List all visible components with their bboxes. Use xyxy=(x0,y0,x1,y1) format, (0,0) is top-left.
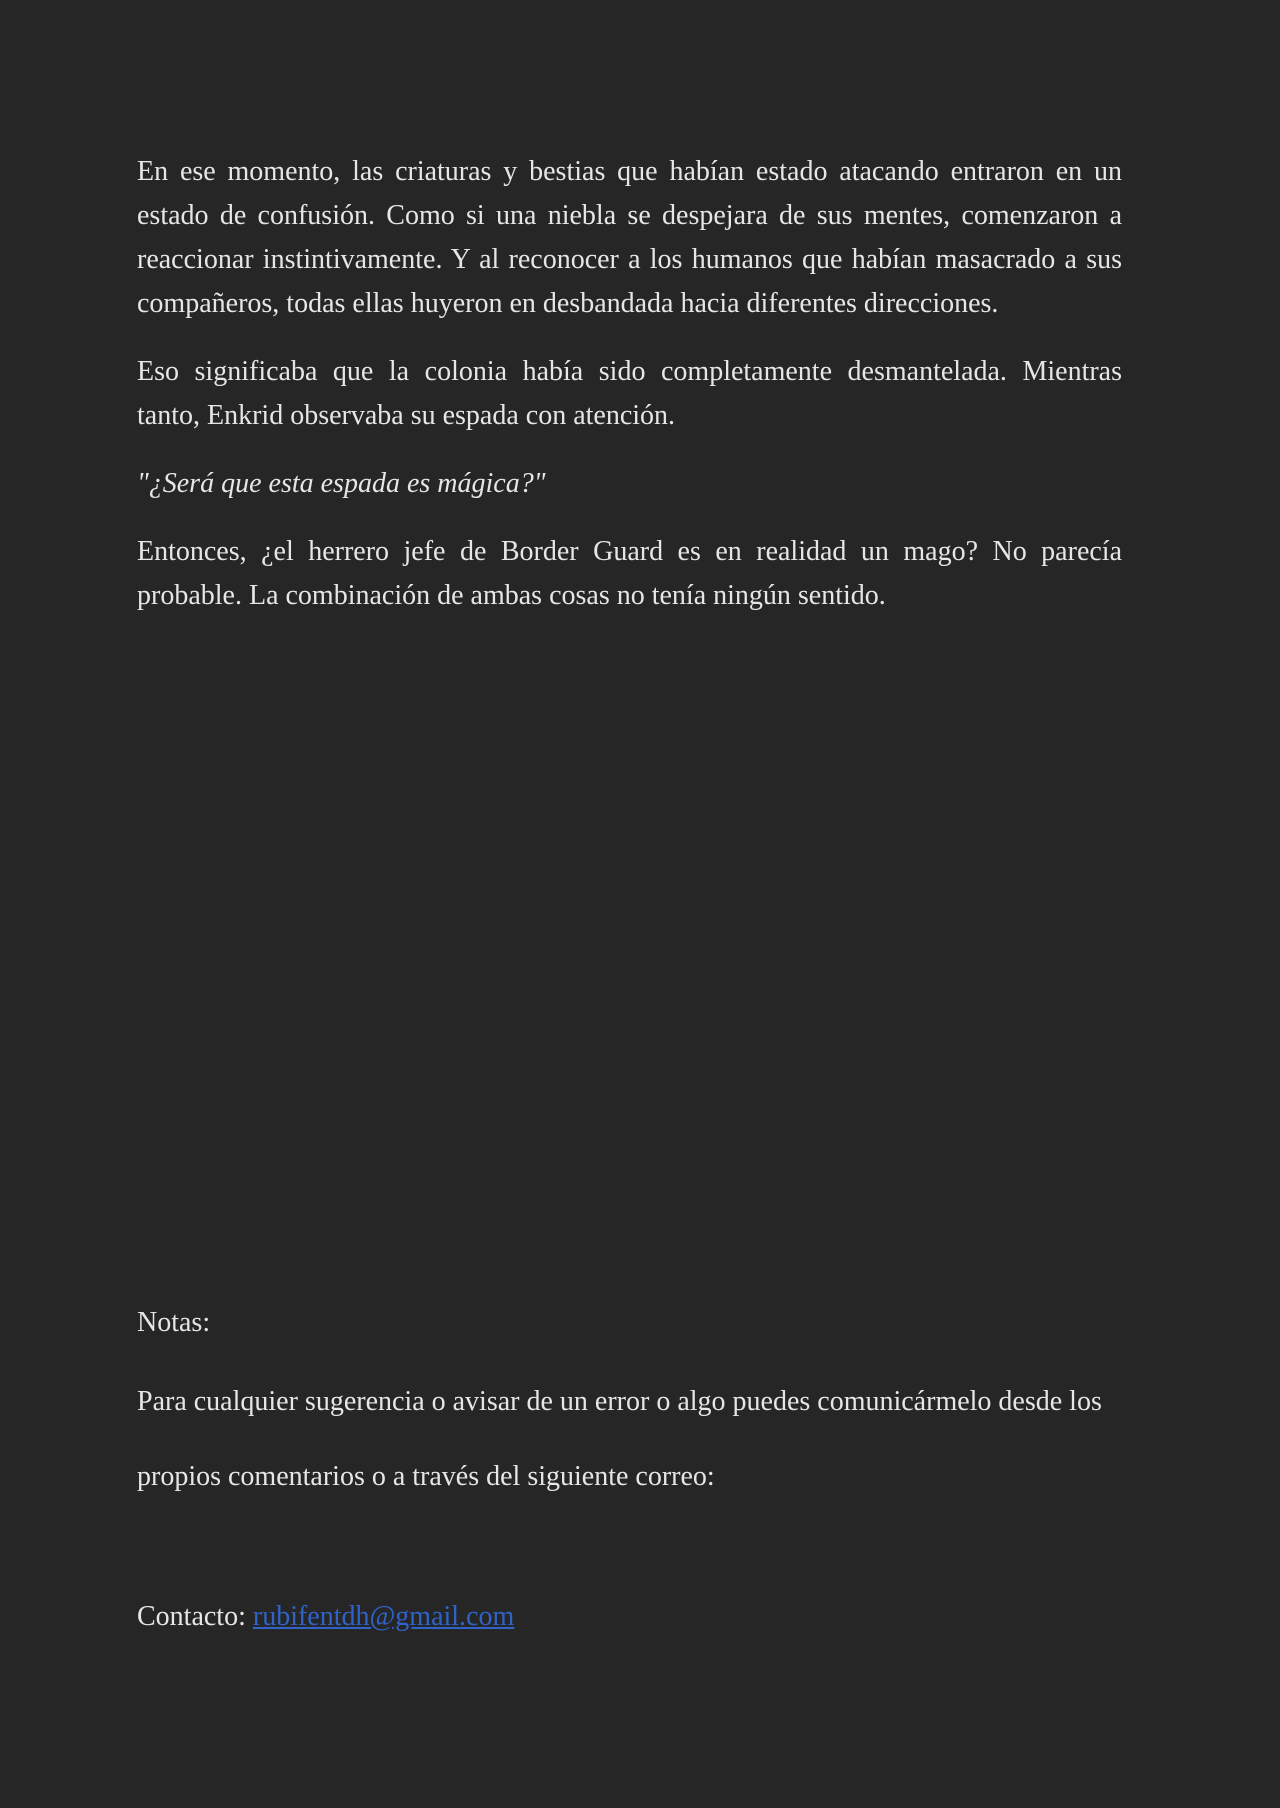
quote-paragraph xyxy=(137,462,1122,506)
paragraph-4 xyxy=(137,530,1122,618)
contact-email-link[interactable]: rubifentdh@gmail.com xyxy=(252,1601,515,1632)
paragraph-1-line-2: estado de confusión. Como si una niebla se despejara de sus mentes, comenzaron a xyxy=(137,200,1122,231)
paragraph-1-line-4: compañeros, todas ellas huyeron en desbandada hacia diferentes direcciones. xyxy=(137,288,999,319)
paragraph-4-line-2: probable. La combinación de ambas cosas no tenía ningún sentido. xyxy=(137,580,886,611)
notes-line: Para cualquier sugerencia o avisar de un error o algo puedes comunicármelo desde los xyxy=(137,1386,1102,1417)
contact-label: Contacto: xyxy=(137,1601,246,1632)
paragraph-1 xyxy=(137,150,1122,326)
quote-line: "¿Será que esta espada es mágica?" xyxy=(137,468,546,499)
paragraph-1-line-3: reaccionar instintivamente. Y al reconocer a los humanos que habían masacrado a sus xyxy=(137,244,1122,275)
contact-line xyxy=(137,1595,1122,1639)
paragraph-2-line-2: tanto, Enkrid observaba su espada con atención. xyxy=(137,400,676,431)
notes-section xyxy=(137,1301,1122,1639)
notes-label: Notas: xyxy=(137,1307,211,1338)
paragraph-2-line-1: Eso significaba que la colonia había sido completamente desmantelada. Mientras xyxy=(137,356,1122,387)
paragraph-2 xyxy=(137,350,1122,438)
paragraph-1-line-1: En ese momento, las criaturas y bestias que habían estado atacando entraron en un xyxy=(137,156,1122,187)
notes-line: propios comentarios o a través del siguiente correo: xyxy=(137,1461,715,1492)
document-content xyxy=(137,150,1122,1639)
paragraph-4-line-1: Entonces, ¿el herrero jefe de Border Guard es en realidad un mago? No parecía xyxy=(137,536,1122,567)
